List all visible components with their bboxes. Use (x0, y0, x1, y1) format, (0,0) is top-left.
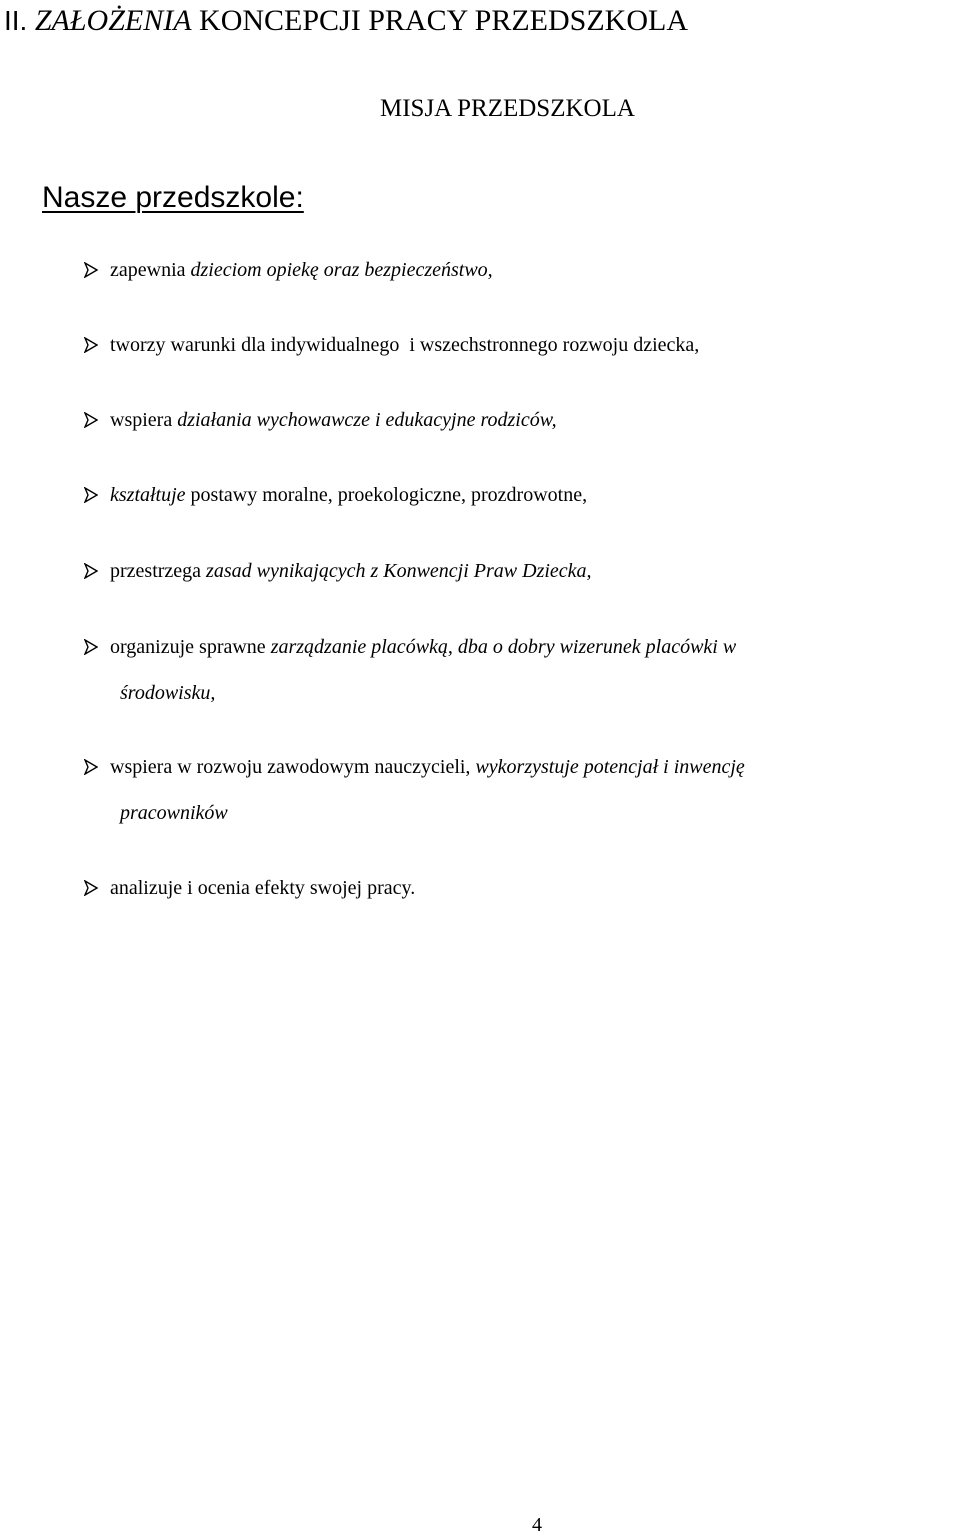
list-item: wspiera działania wychowawcze i edukacyjne rodziców, (110, 409, 557, 431)
list-item: zapewnia dzieciom opiekę oraz bezpieczeństwo, (110, 259, 493, 281)
arrow-bullet-icon (84, 880, 98, 896)
arrow-bullet-icon (84, 412, 98, 428)
section-title-rest: KONCEPCJI PRACY PRZEDSZKOLA (199, 4, 688, 37)
list-item-continuation: środowisku, (120, 682, 216, 704)
arrow-bullet-icon (84, 337, 98, 353)
list-item: tworzy warunki dla indywidualnego i wszechstronnego rozwoju dziecka, (110, 334, 700, 356)
section-title (4, 4, 688, 38)
list-item: kształtuje postawy moralne, proekologiczne, prozdrowotne, (110, 484, 588, 506)
section-number: II. (4, 5, 28, 36)
list-item: wspiera w rozwoju zawodowym nauczycieli, wykorzystuje potencjał i inwencję (110, 756, 745, 778)
mission-heading: MISJA PRZEDSZKOLA (380, 95, 635, 122)
section-title-italic: ZAŁOŻENIA (34, 4, 192, 37)
arrow-bullet-icon (84, 563, 98, 579)
arrow-bullet-icon (84, 759, 98, 775)
arrow-bullet-icon (84, 487, 98, 503)
arrow-bullet-icon (84, 262, 98, 278)
subheading: Nasze przedszkole: (42, 181, 304, 214)
page-number: 4 (532, 1514, 542, 1536)
arrow-bullet-icon (84, 639, 98, 655)
list-item: organizuje sprawne zarządzanie placówką, dba o dobry wizerunek placówki w (110, 636, 737, 658)
list-item: analizuje i ocenia efekty swojej pracy. (110, 877, 416, 899)
list-item-continuation: pracowników (120, 802, 228, 824)
list-item: przestrzega zasad wynikających z Konwencji Praw Dziecka, (110, 560, 592, 582)
